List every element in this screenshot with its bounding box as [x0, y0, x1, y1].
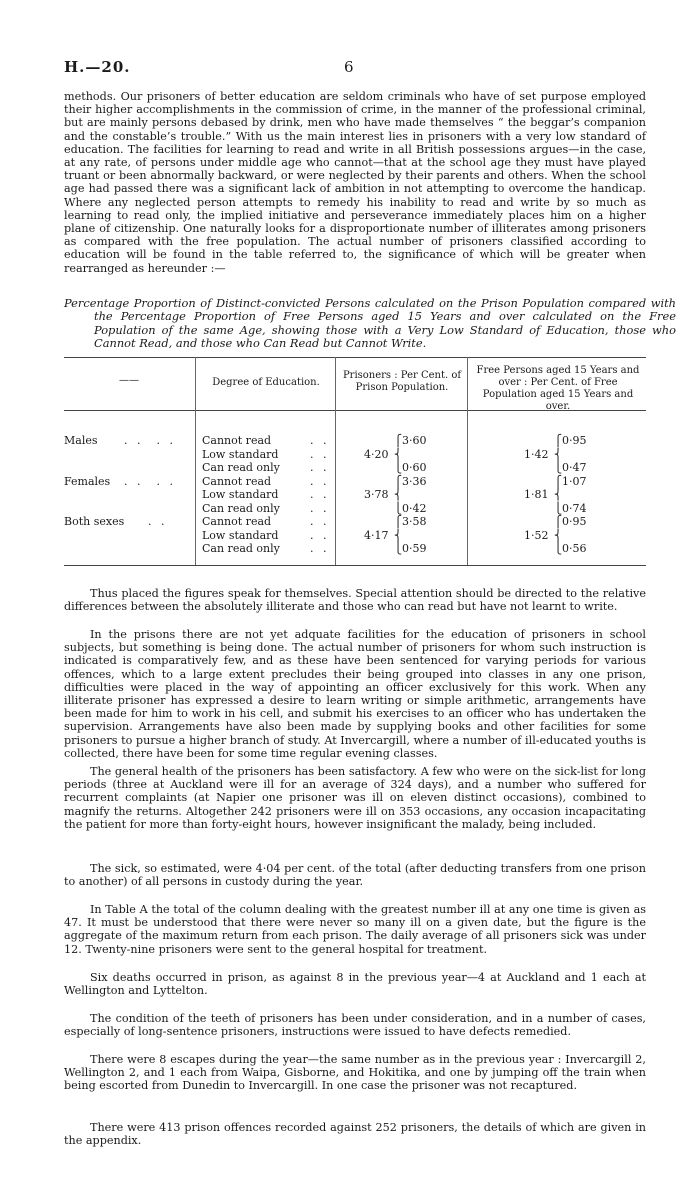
body-paragraph: In the prisons there are not yet adquate facilities for the education of prisoners in school subjects, but something is being done. The actual number of prisoners for whom such instruction is indicated is comparatively few, and as these have been sentenced for varying periods for various offences, which to a large extent precludes their being grouped into classes in any one prison, difficulties were placed in the way of appointing an officer exclusively for this work. When any illiterate prisoner has expressed a desire to learn writing or simple arithmetic, arrangements have been made for him to work in his cell, and submit his exercises to an officer who has undertaken the supervision. Arrangements have also been made by supplying books and other facilities for some prisoners to pursue a higher branch of study. At Invercargill, where a number of ill-educated youths is collected, there have been for some time regular evening classes. [64, 628, 646, 760]
leader-dots: . . [310, 447, 330, 461]
degree-cell: Cannot read [202, 515, 272, 528]
prison-value: 3·36 [402, 474, 427, 488]
leader-dots: . . [310, 515, 330, 528]
brace-icon: ⎧ ⎨ ⎩ [394, 434, 403, 474]
group-label-females: Females [64, 474, 111, 488]
brace-icon: ⎧ ⎨ ⎩ [394, 474, 403, 515]
brace-icon: ⎧ ⎨ ⎩ [394, 515, 403, 555]
body-paragraph: The condition of the teeth of prisoners has been under consideration, and in a number of cases, especially of long-sentence prisoners, instructions were issued to have defects remedied. [64, 1012, 646, 1039]
brace-icon: ⎧ ⎨ ⎩ [554, 434, 563, 474]
leader-dots: . . [148, 515, 168, 528]
group-label-both-sexes: Both sexes [64, 515, 125, 528]
prison-value: 0·60 [402, 461, 427, 474]
leader-dots: . . . . [124, 434, 176, 447]
group-label-males: Males [64, 434, 98, 447]
body-paragraph: There were 413 prison offences recorded against 252 prisoners, the details of which are given in the appendix. [64, 1121, 646, 1148]
free-value: 0·95 [562, 434, 587, 447]
prison-total: 3·78 [364, 488, 389, 501]
leader-dots: . . [310, 528, 330, 542]
body-paragraph: In Table A the total of the column dealing with the greatest number ill at any one time is given as 47. It must be understood that there were never so many ill on a given date, but the figure is the aggregate of the maximum return from each prison. The daily average of all prisoners sick was under 12. Twenty-nine prisoners were sent to the general hospital for treatment. [64, 903, 646, 956]
prison-value: 0·59 [402, 542, 427, 555]
free-total: 1·42 [524, 447, 549, 461]
education-table [64, 357, 646, 567]
brace-icon: ⎧ ⎨ ⎩ [554, 474, 563, 515]
degree-cell: Low standard [202, 488, 279, 501]
degree-cell: Can read only [202, 461, 280, 474]
header-free-persons: Free Persons aged 15 Years and over : Per Cent. of Free Population aged 15 Years and over. [476, 365, 640, 412]
prison-total: 4·20 [364, 447, 389, 461]
column-divider [335, 357, 336, 565]
degree-cell: Low standard [202, 447, 279, 461]
degree-cell: Can read only [202, 501, 280, 515]
leader-dots: . . [310, 488, 330, 501]
leader-dots: . . [310, 474, 330, 488]
leader-dots: . . [310, 434, 330, 447]
column-divider [195, 357, 196, 565]
header-prisoners: Prisoners : Per Cent. of Prison Population. [342, 370, 462, 393]
degree-cell: Low standard [202, 528, 279, 542]
intro-paragraph: methods. Our prisoners of better education are seldom criminals who have of set purpose employed their higher accomplishments in the commission of crime, in the manner of the professional criminal, but are mainly persons debased by drink, men who have made themselves “ the beggar’s companion and the constable’s trouble.” With us the main interest lies in prisoners with a very low standard of education. The facilities for learning to read and write in all British possessions argues—in the case, at any rate, of persons under middle age who cannot—that at the school age they must have played truant or been abnormally backward, or were neglected by their parents and others. When the school age had passed there was a significant lack of ambition in not attempting to overcome the handicap. Where any neglected person attempts to remedy his inability to read and write by so much as learning to read only, the implied initiative and perseverance immediately places him on a higher plane of citizenship. One naturally looks for a disproportionate number of illiterates among prisoners as compared with the free population. The actual number of prisoners classified according to education will be found in the table referred to, the significance of which will be greater when rearranged as hereunder :— [64, 90, 646, 275]
free-value: 0·74 [562, 501, 587, 515]
table-bottom-rule [64, 565, 646, 566]
degree-cell: Can read only [202, 542, 280, 555]
table-caption: Percentage Proportion of Distinct-convicted Persons calculated on the Prison Population compared with the Percentage Proportion of Free Persons aged 15 Years and over calculated on the Free Population of the same Age, showing those with a Very Low Standard of Education, those who Cannot Read, and those who Can Read but Cannot Write. [64, 296, 676, 351]
prison-total: 4·17 [364, 528, 389, 542]
body-paragraph: Six deaths occurred in prison, as against 8 in the previous year—4 at Auckland and 1 each at Wellington and Lyttelton. [64, 971, 646, 998]
body-paragraph: The sick, so estimated, were 4·04 per cent. of the total (after deducting transfers from one prison to another) of all persons in custody during the year. [64, 862, 646, 889]
degree-cell: Cannot read [202, 474, 272, 488]
degree-cell: Cannot read [202, 434, 272, 447]
prison-value: 3·60 [402, 434, 427, 447]
header-degree: Degree of Education. [212, 377, 320, 388]
brace-icon: ⎧ ⎨ ⎩ [554, 515, 563, 555]
free-value: 0·56 [562, 542, 587, 555]
free-value: 0·95 [562, 515, 587, 528]
prison-value: 0·42 [402, 501, 427, 515]
header-blank: —— [119, 375, 139, 386]
leader-dots: . . [310, 542, 330, 555]
free-total: 1·81 [524, 488, 549, 501]
leader-dots: . . [310, 461, 330, 474]
free-value: 0·47 [562, 461, 587, 474]
leader-dots: . . [310, 501, 330, 515]
page-number: 6 [344, 58, 354, 76]
leader-dots: . . . . [124, 474, 176, 488]
body-paragraph: The general health of the prisoners has been satisfactory. A few who were on the sick-list for long periods (three at Auckland were ill for an average of 324 days), and a number who suffered for recurrent complaints (at Napier one prisoner was ill on eleven distinct occasions), combined to magnify the returns. Altogether 242 prisoners were ill on 353 occasions, any occasion incapacitating the patient for more than forty-eight hours, however insignificant the malady, being included. [64, 765, 646, 831]
free-total: 1·52 [524, 528, 549, 542]
report-reference: H.—20. [64, 58, 131, 76]
body-paragraph: Thus placed the figures speak for themselves. Special attention should be directed to the relative differences between the absolutely illiterate and those who can read but have not learnt to write. [64, 587, 646, 614]
column-divider [467, 357, 468, 565]
table-top-rule [64, 357, 646, 358]
free-value: 1·07 [562, 474, 587, 488]
prison-value: 3·58 [402, 515, 427, 528]
body-paragraph: There were 8 escapes during the year—the same number as in the previous year : Invercargill 2, Wellington 2, and 1 each from Waipa, Gisborne, and Hokitika, and one by jumping off the train when being escorted from Dunedin to Invercargill. In one case the prisoner was not recaptured. [64, 1053, 646, 1093]
